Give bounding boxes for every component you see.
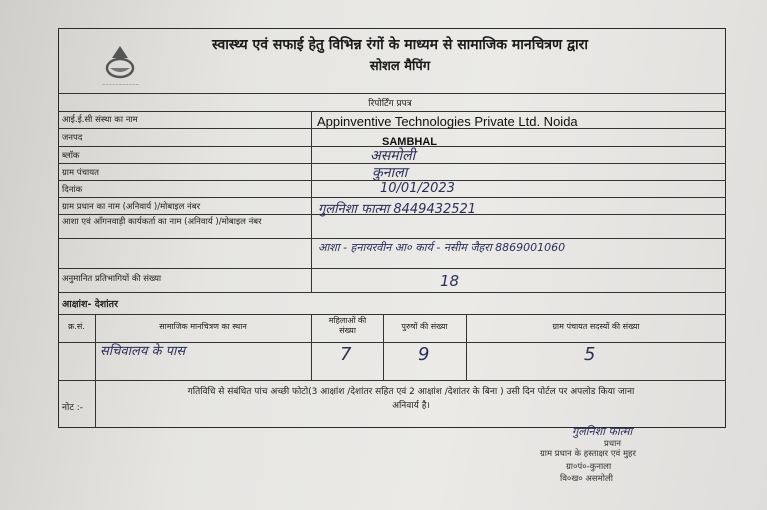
report-label: रिपोर्टिंग प्रपत्र — [368, 99, 412, 109]
block-value: असमोली — [370, 148, 416, 164]
divider — [58, 238, 726, 239]
col-place-header: सामाजिक मानचित्रण का स्थान — [159, 322, 247, 331]
divider — [58, 93, 726, 94]
form-subtitle: सोशल मैपिंग — [369, 59, 431, 74]
pradhan-value: गुलनिशा फात्मा 8449432521 — [318, 202, 477, 217]
date-label: दिनांक — [62, 185, 83, 195]
gram-panchayat-value: कुनाला — [372, 165, 408, 181]
lat-long-label: आक्षांश- देशांतर — [62, 299, 118, 310]
gram-panchayat-label: ग्राम पंचायत — [62, 168, 99, 178]
signature: गुलनिशा फात्मा — [572, 425, 633, 438]
divider — [58, 111, 726, 112]
form-title: स्वास्थ्य एवं सफाई हेतु विभिन्न रंगों के माध्यम से सामाजिक मानचित्रण द्वारा — [212, 37, 588, 53]
participants-value: 18 — [440, 272, 460, 290]
note-label: नोट :- — [62, 403, 84, 413]
svg-text:~~~~~~~~~~~: ~~~~~~~~~~~ — [102, 82, 139, 87]
col-men-header: पुरुषों की संख्या — [401, 322, 448, 331]
note-text-line1: गतिविधि से संबंधित पांच अच्छी फोटो(3 आक्षांश /देशांतर सहित एवं 2 आक्षांश /देशांतर के बिना ) उसी दिन पोर्टल पर अपलोड किया जाना — [187, 387, 635, 397]
date-value: 10/01/2023 — [380, 181, 455, 196]
participants-label: अनुमानित प्रतिभागियों की संख्या — [62, 274, 162, 284]
ngo-value: Appinventive Technologies Private Ltd. Noida — [317, 114, 578, 129]
divider — [58, 197, 726, 198]
place-value: सचिवालय के पास — [100, 344, 186, 359]
stamp-line3: ग्रा०पं०-कुनाला — [566, 462, 612, 472]
form-frame — [58, 28, 726, 428]
district-value: SAMBHAL — [382, 136, 437, 148]
stamp-line2: ग्राम प्रधान के हस्ताक्षर एवं मुहर — [540, 449, 637, 459]
divider — [58, 268, 726, 269]
men-value: 9 — [418, 344, 430, 365]
members-value: 5 — [584, 344, 596, 365]
divider — [311, 314, 312, 380]
stamp-line1: प्रधान — [604, 439, 621, 449]
divider — [58, 314, 726, 315]
women-value: 7 — [340, 344, 352, 365]
district-label: जनपद — [62, 133, 83, 143]
col-members-header: ग्राम पंचायत सदस्यों की संख्या — [552, 322, 640, 331]
asha-label: आशा एवं आँगनवाड़ी कार्यकर्ता का नाम (अनिवार्य )/मोबाइल नंबर — [62, 217, 262, 227]
pradhan-label: ग्राम प्रधान का नाम (अनिवार्य )/मोबाइल नंबर — [62, 202, 201, 212]
note-text-line2: अनिवार्य है। — [392, 401, 430, 411]
divider — [58, 380, 726, 381]
col-sn-header: क्र.सं. — [68, 322, 85, 331]
col-women-header: महिलाओं की संख्या — [328, 316, 367, 335]
divider — [58, 292, 726, 293]
asha-value: आशा - हनायरवीन आ० कार्य - नसीम जैहरा 8869001060 — [318, 241, 566, 254]
block-label: ब्लॉक — [62, 151, 80, 161]
ngo-label: आई.ई.सी संस्था का नाम — [62, 115, 138, 125]
divider — [311, 111, 312, 292]
divider — [95, 380, 96, 428]
stamp-line4: वि०ख० असमोली — [560, 474, 613, 484]
